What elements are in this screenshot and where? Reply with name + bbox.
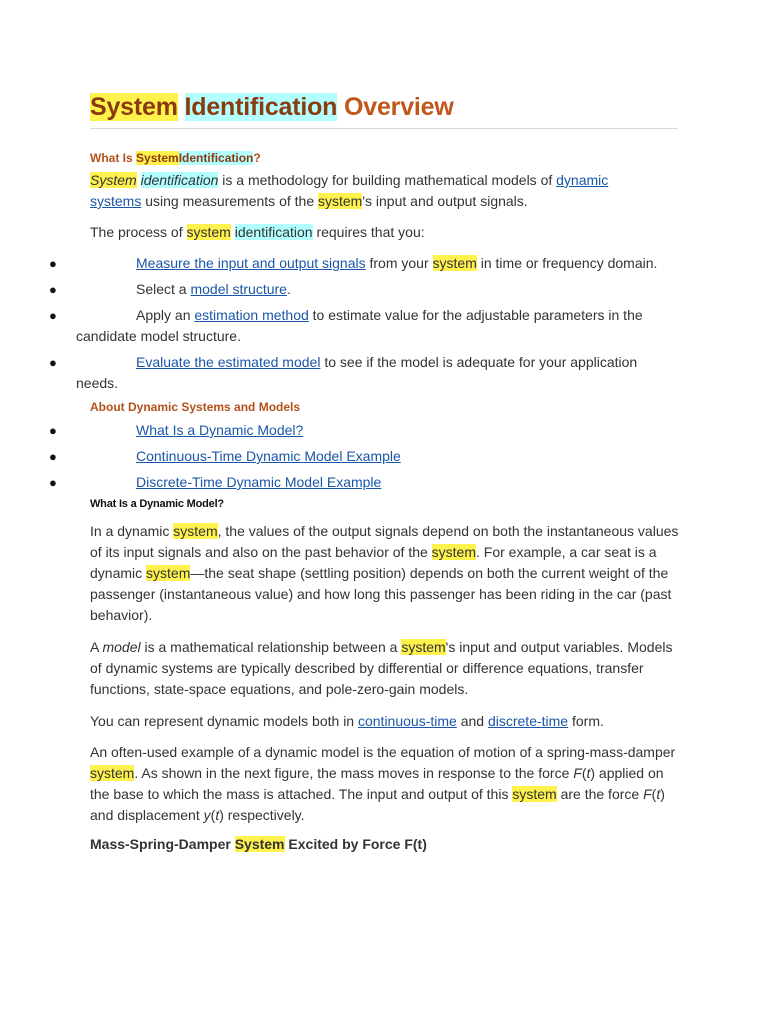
highlight-system: system bbox=[146, 565, 191, 581]
process-paragraph bbox=[90, 222, 680, 243]
title-word-system: System bbox=[90, 93, 178, 121]
what-is-dynamic-model-link[interactable]: What Is a Dynamic Model? bbox=[136, 422, 304, 438]
page-title bbox=[90, 90, 678, 129]
section-heading-about-dynamic: About Dynamic Systems and Models bbox=[90, 400, 301, 414]
text: The process of bbox=[90, 224, 187, 240]
continuous-time-example-link[interactable]: Continuous-Time Dynamic Model Example bbox=[136, 448, 401, 464]
text: applied on the base to which the mass is attached. The input and output of this bbox=[90, 765, 664, 802]
text: 's input and output variables. Models of dynamic systems are typically described by differential or difference equations, transfer functions, state-space equations, and pole-zero-gain models. bbox=[90, 639, 673, 697]
symbol-F: F bbox=[643, 786, 652, 802]
text: . For example, a car seat is a dynamic bbox=[90, 544, 657, 581]
symbol-t: t bbox=[586, 765, 591, 781]
highlight-system: system bbox=[186, 224, 231, 240]
highlight-system: system bbox=[512, 786, 557, 802]
symbol-F: F bbox=[573, 765, 582, 781]
title-word-overview: Overview bbox=[344, 93, 454, 121]
highlight-system: system bbox=[90, 765, 135, 781]
symbol-t: t bbox=[215, 807, 220, 823]
highlight-system: system bbox=[401, 639, 446, 655]
list-item-text bbox=[76, 305, 676, 347]
symbol-t: t bbox=[656, 786, 661, 802]
bullet-icon: ● bbox=[49, 449, 57, 464]
dynamic-systems-link[interactable]: dynamic systems bbox=[90, 172, 609, 209]
bullet-icon: ● bbox=[49, 308, 57, 323]
text: to see if the model is adequate for your application needs. bbox=[76, 354, 638, 391]
intro-paragraph bbox=[90, 170, 635, 212]
continuous-time-link[interactable]: continuous-time bbox=[357, 713, 457, 729]
text: Apply an bbox=[136, 307, 195, 323]
text: ) bbox=[660, 786, 665, 802]
title-word-identification: Identification bbox=[184, 93, 338, 121]
section-heading-what-is-dynamic-model: What Is a Dynamic Model? bbox=[90, 498, 224, 510]
text: ) bbox=[219, 807, 224, 823]
text: A bbox=[90, 639, 103, 655]
text: respectively. bbox=[223, 807, 305, 823]
text: . bbox=[286, 281, 291, 297]
representation-paragraph bbox=[90, 711, 680, 732]
text: Select a bbox=[136, 281, 191, 297]
text: and displacement bbox=[90, 807, 204, 823]
dynamic-system-paragraph bbox=[90, 521, 680, 626]
text: and bbox=[456, 713, 488, 729]
figure-caption bbox=[90, 836, 427, 852]
text: to estimate value for the adjustable parameters in the candidate model structure. bbox=[76, 307, 643, 344]
text: Excited by Force F(t) bbox=[284, 836, 427, 852]
text: is a mathematical relationship between a bbox=[140, 639, 402, 655]
model-structure-link[interactable]: model structure bbox=[190, 281, 287, 297]
bullet-icon: ● bbox=[49, 475, 57, 490]
discrete-time-link[interactable]: discrete-time bbox=[487, 713, 569, 729]
text: in time or frequency domain. bbox=[476, 255, 658, 271]
measure-signals-link[interactable]: Measure the input and output signals bbox=[136, 255, 366, 271]
text: —the seat shape (settling position) depends on both the current weight of the passenger (instantaneous value) and how long this passenger has been riding in the car (past behavior). bbox=[90, 565, 672, 623]
italic-model: model bbox=[102, 639, 141, 655]
text: Mass-Spring-Damper bbox=[90, 836, 235, 852]
list-item-text bbox=[76, 253, 676, 274]
bullet-icon: ● bbox=[49, 282, 57, 297]
list-item-text bbox=[76, 472, 676, 493]
text: is a methodology for building mathematical models of bbox=[218, 172, 557, 188]
text: are the force bbox=[556, 786, 644, 802]
heading-text: ? bbox=[253, 151, 261, 165]
bullet-icon: ● bbox=[49, 256, 57, 271]
section-heading-what-is-sysid bbox=[90, 151, 261, 165]
text: ( bbox=[210, 807, 216, 823]
bullet-icon: ● bbox=[49, 423, 57, 438]
discrete-time-example-link[interactable]: Discrete-Time Dynamic Model Example bbox=[136, 474, 382, 490]
heading-highlight-identification: Identification bbox=[178, 151, 254, 165]
highlight-system: system bbox=[432, 255, 477, 271]
highlight-system: System bbox=[90, 172, 137, 188]
highlight-identification: identification bbox=[140, 172, 219, 188]
list-item-text bbox=[76, 352, 676, 394]
text: You can represent dynamic models both in bbox=[90, 713, 358, 729]
model-definition-paragraph bbox=[90, 637, 680, 700]
symbol-y: y bbox=[203, 807, 211, 823]
list-item-text bbox=[76, 446, 676, 467]
highlight-system: system bbox=[173, 523, 218, 539]
text: ( bbox=[581, 765, 587, 781]
estimation-method-link[interactable]: estimation method bbox=[194, 307, 309, 323]
evaluate-model-link[interactable]: Evaluate the estimated model bbox=[136, 354, 321, 370]
text: from your bbox=[365, 255, 433, 271]
heading-highlight-system: System bbox=[136, 151, 179, 165]
text: . As shown in the next figure, the mass moves in response to the force bbox=[134, 765, 574, 781]
text: An often-used example of a dynamic model is the equation of motion of a spring-mass-damper bbox=[90, 744, 676, 760]
bullet-icon: ● bbox=[49, 355, 57, 370]
highlight-system: System bbox=[234, 836, 285, 852]
text: requires that you: bbox=[312, 224, 425, 240]
spring-mass-damper-paragraph bbox=[90, 742, 680, 826]
text: form. bbox=[568, 713, 604, 729]
text: ( bbox=[651, 786, 657, 802]
text: ) bbox=[590, 765, 596, 781]
highlight-identification: identification bbox=[234, 224, 313, 240]
heading-text: What Is bbox=[90, 151, 137, 165]
text: , the values of the output signals depend on both the instantaneous values of its input signals and also on the past behavior of the bbox=[90, 523, 679, 560]
text: 's input and output signals. bbox=[362, 193, 528, 209]
highlight-system: system bbox=[431, 544, 477, 560]
list-item-text bbox=[76, 420, 676, 441]
text: using measurements of the bbox=[141, 193, 318, 209]
list-item-text bbox=[76, 279, 676, 300]
highlight-system: system bbox=[318, 193, 363, 209]
text: In a dynamic bbox=[90, 523, 174, 539]
